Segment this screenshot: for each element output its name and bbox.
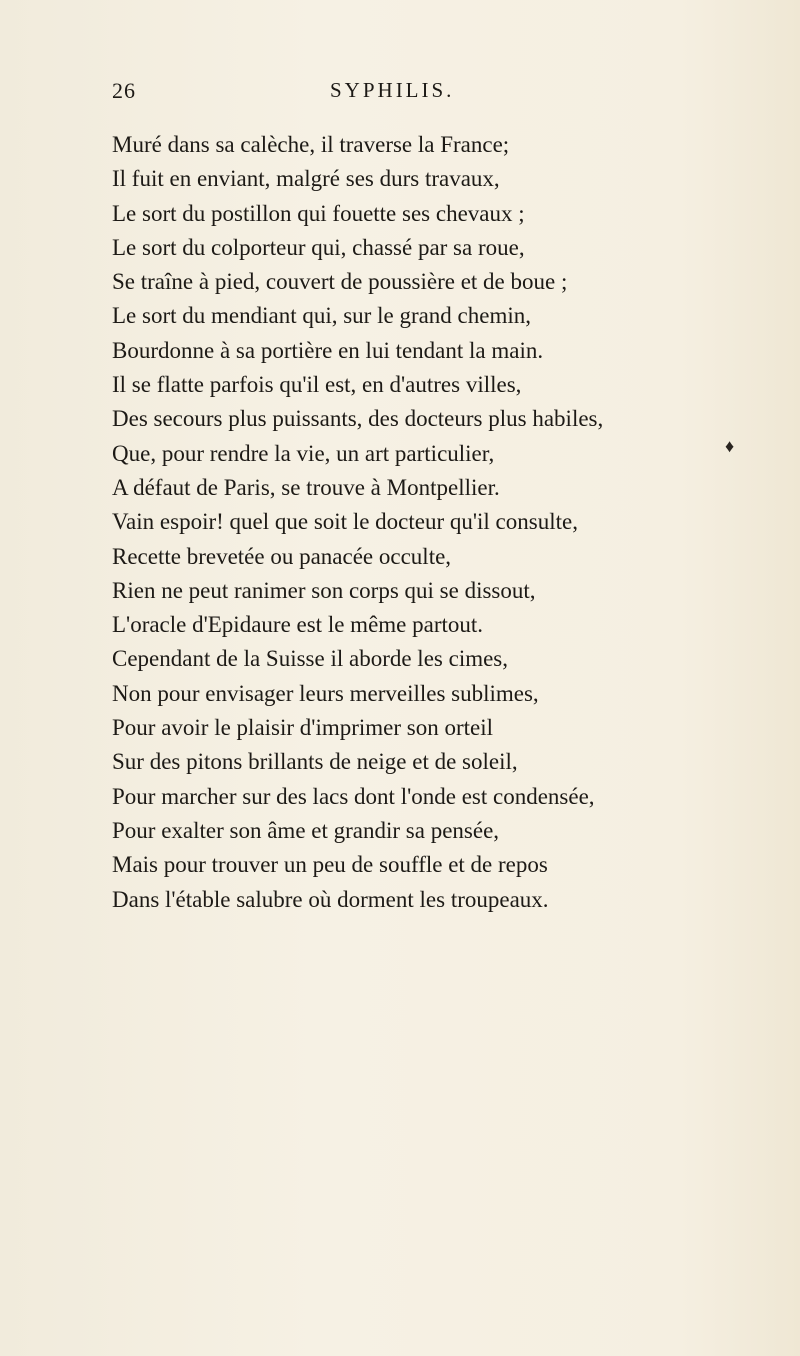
verse-line: Le sort du colporteur qui, chassé par sa roue, <box>112 234 525 260</box>
verse-line: Que, pour rendre la vie, un art particulier, <box>112 440 495 466</box>
verse-line: Bourdonne à sa portière en lui tendant la main. <box>112 337 544 363</box>
verse-line: Recette brevetée ou panacée occulte, <box>112 543 452 569</box>
verse-line: Le sort du mendiant qui, sur le grand chemin, <box>112 303 532 329</box>
verse-line: L'oracle d'Epidaure est le même partout. <box>112 612 484 638</box>
verse-line: Pour exalter son âme et grandir sa pensée, <box>112 817 500 843</box>
verse-line: Cependant de la Suisse il aborde les cimes, <box>112 646 509 672</box>
verse-line: Se traîne à pied, couvert de poussière et de boue ; <box>112 269 568 295</box>
verse-line: Des secours plus puissants, des docteurs plus habiles, <box>112 406 604 432</box>
margin-mark-icon: ♦ <box>725 436 735 456</box>
verse-line: A défaut de Paris, se trouve à Montpellier. <box>112 474 500 500</box>
verse-line: Le sort du postillon qui fouette ses chevaux ; <box>112 200 525 226</box>
verse-line: Muré dans sa calèche, il traverse la France; <box>112 132 510 157</box>
verse-line: Pour avoir le plaisir d'imprimer son orteil <box>112 715 494 741</box>
verse-line: Rien ne peut ranimer son corps qui se dissout, <box>112 577 536 603</box>
page-number: 26 <box>112 78 136 103</box>
poem-text <box>112 128 772 917</box>
verse-line: Mais pour trouver un peu de souffle et de repos <box>112 852 548 878</box>
verse-line: Sur des pitons brillants de neige et de soleil, <box>112 749 518 775</box>
running-title: SYPHILIS. <box>330 78 455 102</box>
page-header <box>0 78 800 108</box>
verse-line: Vain espoir! quel que soit le docteur qu'il consulte, <box>112 509 578 535</box>
verse-line: Pour marcher sur des lacs dont l'onde est condensée, <box>112 783 595 809</box>
verse-line: Non pour envisager leurs merveilles sublimes, <box>112 680 539 706</box>
verse-line: Il fuit en enviant, malgré ses durs travaux, <box>112 166 500 192</box>
verse-line: Il se flatte parfois qu'il est, en d'autres villes, <box>112 372 522 398</box>
verse-line: Dans l'étable salubre où dorment les troupeaux. <box>112 886 549 912</box>
